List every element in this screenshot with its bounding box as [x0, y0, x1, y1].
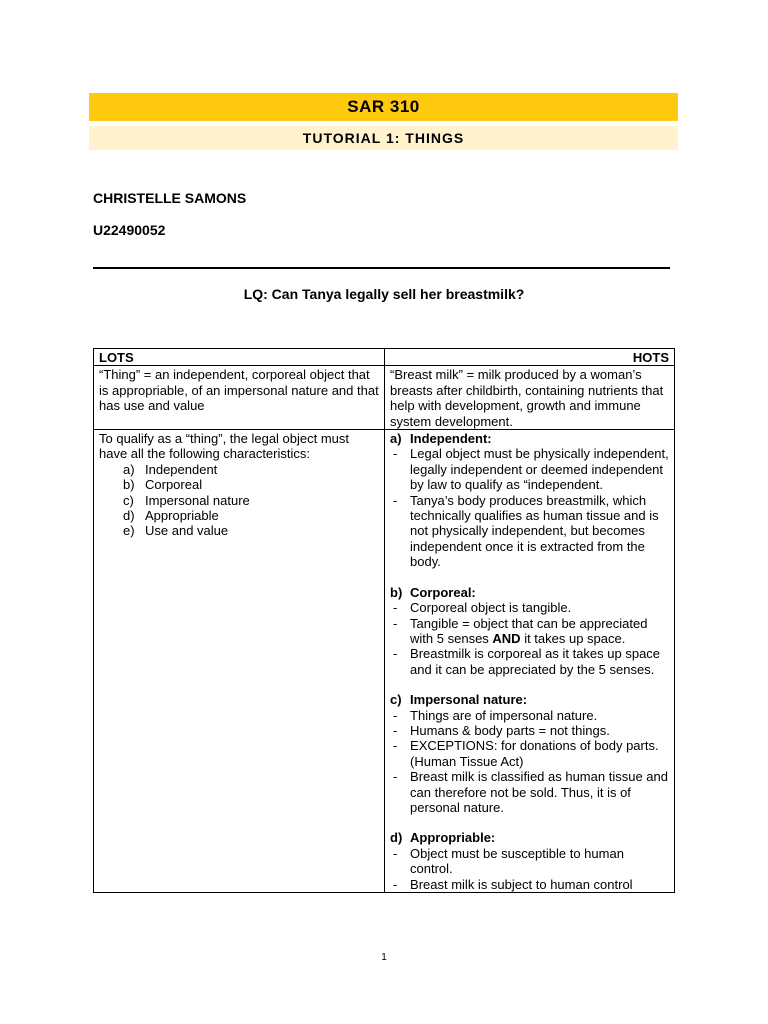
characteristic-item: [99, 508, 379, 523]
lots-header: LOTS: [94, 349, 385, 366]
bullet-text: [410, 738, 669, 769]
bullet-text: [410, 616, 669, 647]
section-gap: [390, 815, 669, 830]
list-marker: a): [123, 461, 135, 477]
dash-marker: -: [393, 738, 398, 754]
bullet-text: [410, 708, 669, 723]
breastmilk-definition: “Breast milk” = milk produced by a woman’s breasts after childbirth, containing nutrients that help with development, growth and immune system development.: [385, 366, 675, 430]
bullet-text: [410, 446, 669, 492]
dash-marker: -: [393, 646, 398, 662]
analysis-section: [390, 830, 669, 892]
horizontal-rule: [93, 267, 670, 269]
dash-marker: -: [393, 492, 398, 508]
characteristic-text: Corporeal: [145, 477, 203, 493]
bullet-text: [410, 493, 669, 570]
characteristic-item: [99, 523, 379, 538]
bullet-text: [410, 877, 669, 892]
bullet-item: [390, 769, 669, 815]
table-header-row: [94, 349, 675, 366]
section-marker: b): [390, 584, 403, 600]
section-gap: [390, 570, 669, 585]
characteristics-list: [99, 462, 379, 539]
section-marker: a): [390, 431, 402, 447]
bullet-text-part: Tangible = object that can be appreciated with 5 senses: [410, 615, 648, 646]
bullet-item: [390, 446, 669, 492]
legal-question: LQ: Can Tanya legally sell her breastmilk?: [243, 286, 525, 302]
characteristic-text: Appropriable: [145, 508, 219, 524]
bullet-item: [390, 646, 669, 677]
bullet-item: [390, 738, 669, 769]
bullet-text-part: Breast milk is classified as human tissue and can therefore not be sold. Thus, it is of personal nature.: [410, 769, 668, 815]
bullet-text-part: Object must be susceptible to human control.: [410, 845, 624, 877]
dash-marker: -: [393, 707, 398, 723]
dash-marker: -: [393, 769, 398, 785]
section-title: Independent:: [410, 431, 492, 447]
bullet-text-part: Corporeal object is tangible.: [410, 600, 572, 616]
characteristics-intro: To qualify as a “thing”, the legal object must have all the following characteristics:: [99, 431, 350, 462]
section-marker: d): [390, 830, 403, 846]
lots-hots-table: [93, 348, 675, 893]
bullet-item: [390, 877, 669, 892]
list-marker: b): [123, 477, 135, 493]
bullet-item: [390, 846, 669, 877]
characteristic-text: Use and value: [145, 523, 229, 539]
bullet-item: [390, 616, 669, 647]
bullet-text: [410, 600, 669, 615]
dash-marker: -: [393, 722, 398, 738]
characteristic-text: Independent: [145, 461, 218, 477]
bullet-text-part: Tanya’s body produces breastmilk, which technically qualifies as human tissue and is not physically independent, but becomes independent once it is extracted from the body.: [410, 492, 659, 570]
bullet-item: [390, 723, 669, 738]
dash-marker: -: [393, 600, 398, 616]
course-title-banner: SAR 310: [89, 93, 678, 121]
hots-header: HOTS: [385, 349, 675, 366]
bullet-text: [410, 723, 669, 738]
characteristics-cell: [94, 430, 385, 893]
bullet-text-part: Breast milk is subject to human control: [410, 876, 633, 892]
bullet-item: [390, 708, 669, 723]
analysis-section: [390, 585, 669, 677]
thing-definition: “Thing” = an independent, corporeal object that is appropriable, of an impersonal nature and that has use and value: [94, 366, 385, 430]
student-number: U22490052: [93, 222, 166, 238]
list-marker: d): [123, 508, 135, 524]
student-name: CHRISTELLE SAMONS: [93, 190, 247, 206]
bullet-text-part: EXCEPTIONS: for donations of body parts. (Human Tissue Act): [410, 738, 659, 769]
list-marker: e): [123, 523, 135, 539]
tutorial-title-banner: TUTORIAL 1: THINGS: [89, 126, 678, 150]
section-heading: [390, 431, 669, 446]
bullet-text-part: Humans & body parts = not things.: [410, 722, 610, 738]
analysis-section: [390, 431, 669, 570]
section-heading: [390, 692, 669, 707]
characteristic-item: [99, 462, 379, 477]
dash-marker: -: [393, 446, 398, 462]
bullet-text-part: Things are of impersonal nature.: [410, 707, 598, 723]
section-gap: [390, 677, 669, 692]
analysis-section: [390, 692, 669, 815]
bullet-text-part: Breastmilk is corporeal as it takes up space and it can be appreciated by the 5 senses.: [410, 646, 661, 677]
section-title: Impersonal nature:: [410, 692, 528, 708]
section-title: Appropriable:: [410, 830, 496, 846]
bullet-text: [410, 846, 669, 877]
dash-marker: -: [393, 615, 398, 631]
dash-marker: -: [393, 845, 398, 861]
characteristic-text: Impersonal nature: [145, 492, 250, 508]
section-heading: [390, 830, 669, 845]
bullet-text-part: Legal object must be physically independent, legally independent or deemed independent by law to qualify as “independent.: [410, 446, 669, 493]
bullet-emphasis: AND: [492, 630, 521, 646]
bullet-item: [390, 600, 669, 615]
section-marker: c): [390, 692, 402, 708]
dash-marker: -: [393, 876, 398, 892]
bullet-text: [410, 646, 669, 677]
definition-row: [94, 366, 675, 430]
bullet-item: [390, 493, 669, 570]
section-heading: [390, 585, 669, 600]
characteristic-item: [99, 477, 379, 492]
bullet-text-part: it takes up space.: [520, 630, 626, 646]
bullet-text: [410, 769, 669, 815]
characteristic-item: [99, 493, 379, 508]
characteristics-row: [94, 430, 675, 893]
list-marker: c): [123, 492, 134, 508]
page-number: 1: [381, 952, 387, 963]
analysis-cell: [385, 430, 675, 893]
section-title: Corporeal:: [410, 584, 476, 600]
